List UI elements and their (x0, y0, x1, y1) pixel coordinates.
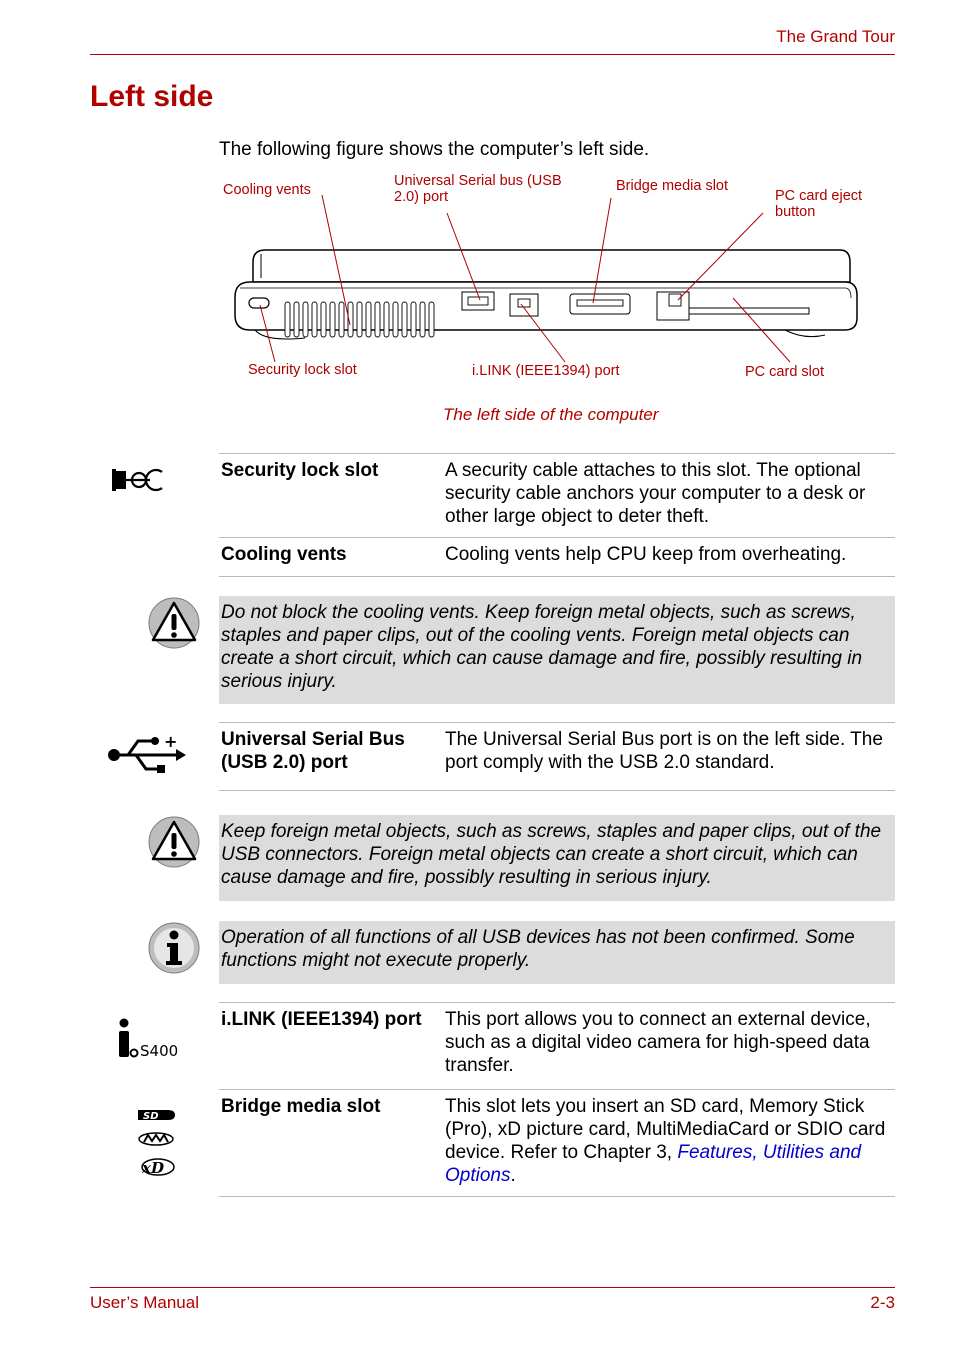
table-rule (219, 576, 895, 577)
term-cooling-vents: Cooling vents (221, 544, 347, 565)
header-rule (90, 54, 895, 55)
term-security-lock-slot: Security lock slot (221, 460, 379, 481)
svg-text:+: + (164, 733, 178, 751)
table-rule (219, 1196, 895, 1197)
security-lock-icon (112, 463, 164, 500)
usb-icon (106, 733, 186, 782)
warning-icon (148, 816, 200, 873)
callout-pc-card-slot: PC card slot (745, 364, 824, 380)
term-usb-port: Universal Serial Bus (USB 2.0) port (221, 729, 405, 773)
section-title: Left side (90, 80, 214, 113)
info-icon (148, 922, 200, 979)
table-rule (219, 790, 895, 791)
ilink-icon-label: S400 (140, 1042, 179, 1060)
svg-text:xD: xD (142, 1159, 164, 1177)
desc-bridge-media-slot (445, 1095, 890, 1187)
callout-ilink-port: i.LINK (IEEE1394) port (472, 363, 620, 379)
desc-security-lock-slot: A security cable attaches to this slot. The optional security cable anchors your computer to a desk or other large object to deter theft. (445, 460, 866, 527)
footer-rule (90, 1287, 895, 1288)
warning-note-text: Keep foreign metal objects, such as screws, staples and paper clips, out of the USB connectors. Foreign metal objects can create a short circuit, which can cause damage and fire, possibly resulting in serious injury. (221, 821, 882, 888)
xd-card-logo-icon (136, 1157, 176, 1182)
callout-pc-card-eject: PC card eject button (775, 188, 863, 220)
table-rule (219, 537, 895, 538)
chapter-3-link[interactable]: Features, Utilities and Options (445, 1142, 862, 1186)
memory-stick-logo-icon (136, 1131, 176, 1152)
info-note (219, 921, 895, 984)
vent-slots (285, 302, 434, 337)
warning-note (219, 815, 895, 901)
sd-card-logo-icon (136, 1107, 176, 1128)
svg-text:SD: SD (143, 1111, 159, 1122)
table-rule (219, 722, 895, 723)
desc-bridge-media-end: . (510, 1165, 516, 1186)
warning-icon (148, 597, 200, 654)
table-rule (219, 1089, 895, 1090)
callout-cooling-vents: Cooling vents (223, 182, 311, 198)
page-number: 2-3 (870, 1293, 895, 1312)
info-note-text: Operation of all functions of all USB devices has not been confirmed. Some functions might not execute properly. (221, 927, 855, 971)
table-rule (219, 453, 895, 454)
desc-cooling-vents: Cooling vents help CPU keep from overheating. (445, 544, 847, 565)
warning-note (219, 596, 895, 704)
ilink-icon (115, 1018, 143, 1065)
callout-bridge-media-slot: Bridge media slot (616, 178, 729, 194)
term-bridge-media-slot: Bridge media slot (221, 1096, 381, 1117)
footer-left: User’s Manual (90, 1293, 199, 1312)
callout-security-lock-slot: Security lock slot (248, 362, 357, 378)
running-header: The Grand Tour (776, 27, 895, 46)
desc-usb-port: The Universal Serial Bus port is on the left side. The port comply with the USB 2.0 standard. (445, 729, 883, 773)
term-ilink-port: i.LINK (IEEE1394) port (221, 1009, 422, 1030)
desc-bridge-media-text: This slot lets you insert an SD card, Memory Stick (Pro), xD picture card, MultiMediaCard or SDIO card device. Refer to Chapter 3, (445, 1096, 886, 1163)
figure-caption: The left side of the computer (443, 405, 659, 424)
callout-usb-port: Universal Serial bus (USB 2.0) port (394, 173, 562, 205)
warning-note-text: Do not block the cooling vents. Keep foreign metal objects, such as screws, staples and paper clips, out of the cooling vents. Foreign metal objects can create a short circuit, which can cause damage and fire, possibly resulting in serious injury. (221, 602, 863, 692)
table-rule (219, 1002, 895, 1003)
intro-text: The following figure shows the computer’s left side. (219, 139, 650, 160)
desc-ilink-port: This port allows you to connect an external device, such as a digital video camera for high-speed data transfer. (445, 1009, 871, 1076)
